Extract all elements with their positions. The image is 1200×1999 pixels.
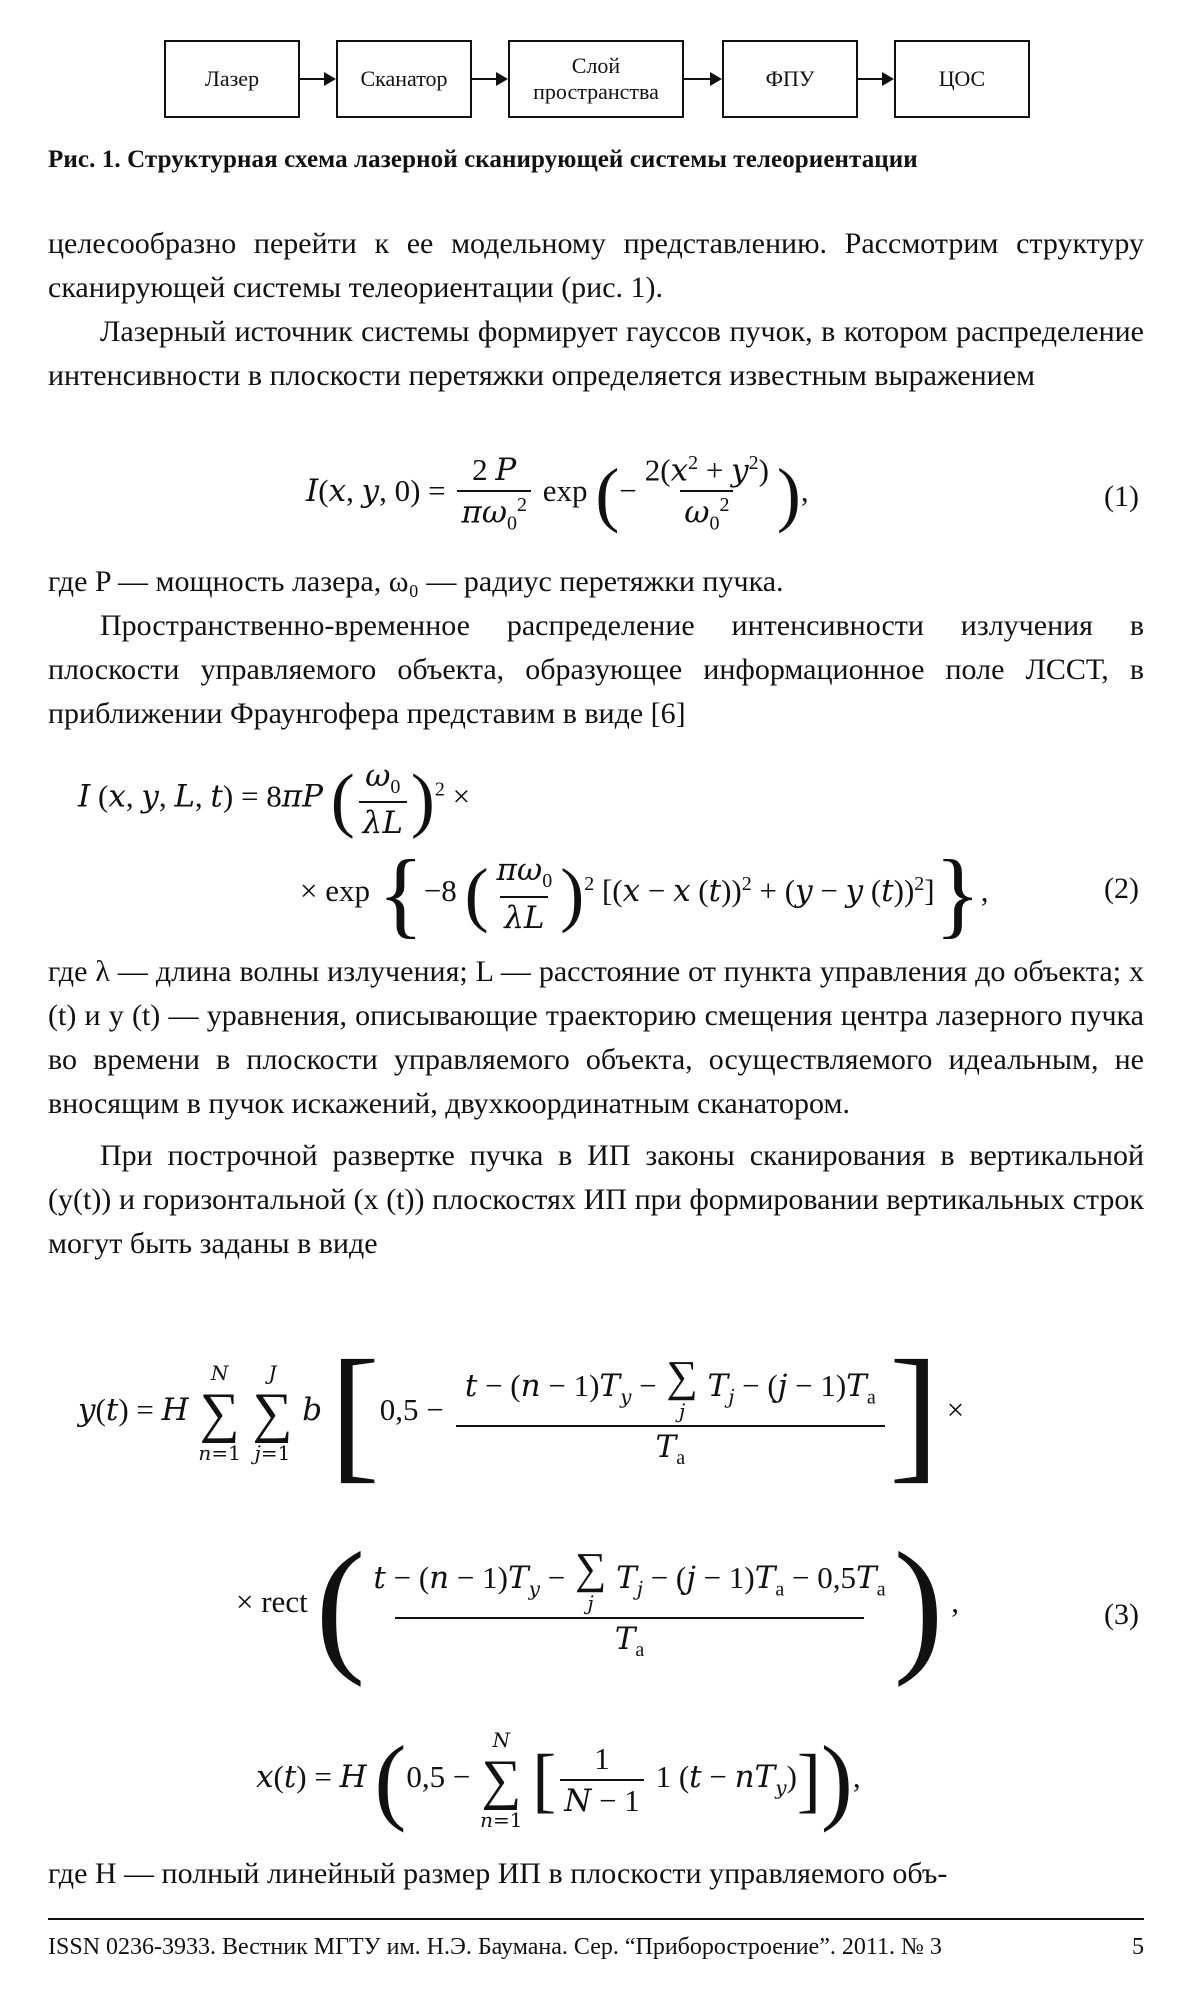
- text-p6: При построчной развертке пучка в ИП законы сканирования в вертикальной (y(t)) и горизонтальной (x (t)) плоскостях ИП при формировании вертикальных строк могут быть заданы в виде: [48, 1139, 1144, 1260]
- page-number: 5: [1132, 1934, 1144, 1960]
- block-scanner: Сканатор: [336, 40, 472, 118]
- arrow-1: [300, 78, 334, 80]
- equation-3-number: (3): [1104, 1598, 1139, 1631]
- paragraph-intensity: [48, 560, 1144, 736]
- equation-2-line-1: I (x, y, L, t) = 8πP ( $\frac{\omega_0}{\lambda L}$ )$^2$ ×: [78, 758, 471, 842]
- equation-3-line-3: x(t) = H (0,5 − N ∑ n=1 [ $\frac{1}{N - 1}$ 1 $(t - nT_y)$]),: [256, 1726, 861, 1833]
- equation-1-number: (1): [1104, 480, 1139, 513]
- text-p5: где λ — длина волны излучения; L — расстояние от пункта управления до объекта; x (t) и y (t) — уравнения, описывающие траекторию смещения центра лазерного пучка во времени в плоскости управляемого объекта, осуществляемого идеальным, не вносящим в пучок искажений, двухкоординатным сканатором.: [48, 955, 1144, 1120]
- arrow-3: [684, 78, 720, 80]
- paragraph-intro: [48, 222, 1144, 398]
- text-p2: Лазерный источник системы формирует гауссов пучок, в котором распределение интенсивности в плоскости перетяжки определяется известным выражением: [48, 315, 1144, 392]
- text-p7: где H — полный линейный размер ИП в плоскости управляемого объ-: [48, 1857, 948, 1890]
- text-p4: Пространственно-временное распределение интенсивности излучения в плоскости управляемого объекта, образующее информационное поле ЛССТ, в приближении Фраунгофера представим в виде [6]: [48, 609, 1144, 730]
- text-p3: где P — мощность лазера, ω₀ — радиус перетяжки пучка.: [48, 565, 784, 598]
- figure-caption: Рис. 1. Структурная схема лазерной сканирующей системы телеориентации: [48, 146, 918, 173]
- paragraph-scanning: [48, 950, 1144, 1266]
- block-laser: Лазер: [164, 40, 300, 118]
- block-diagram: [150, 38, 1050, 128]
- paragraph-closing: [48, 1852, 1144, 1896]
- page-footer: [48, 1934, 1144, 1961]
- text-p1: целесообразно перейти к ее модельному представлению. Рассмотрим структуру сканирующей системы телеориентации (рис. 1).: [48, 227, 1144, 304]
- arrow-2: [472, 78, 506, 80]
- equation-3-line-1: y(t) = H N ∑ n=1 J ∑ j=1 b [0,5 − $t - (n - 1)T_y$ − ∑ j $T_j - (j - 1)T_а$ $T_а$ ] ×: [78, 1330, 965, 1496]
- equation-1: I(x, y, 0) = $\frac{2 P}{\pi\omega_0^2}$ exp (− $\frac{2(x^2 + y^2)}{\omega_0^2}$ ),: [306, 452, 809, 535]
- block-fpu: ФПУ: [722, 40, 858, 118]
- footer-journal: ISSN 0236-3933. Вестник МГТУ им. Н.Э. Баумана. Сер. “Приборостроение”. 2011. № 3: [48, 1934, 942, 1960]
- footer-rule: [48, 1918, 1144, 1920]
- block-space-layer: Слой пространства: [508, 40, 684, 118]
- block-dsp: ЦОС: [894, 40, 1030, 118]
- arrow-4: [858, 78, 892, 80]
- equation-2-number: (2): [1104, 872, 1139, 905]
- equation-2-line-2: × exp {−8 ( $\frac{\pi\omega_0}{\lambda L}$ )$^2$ [(x − x (t))$^2$ + (y − y (t))$^2$]},: [300, 840, 989, 947]
- equation-3-line-2: × rect ( $t - (n - 1)T_y$ − ∑ j $T_j - (j - 1)T_а - 0,5T_а$ $T_а$ ) ,: [236, 1522, 960, 1688]
